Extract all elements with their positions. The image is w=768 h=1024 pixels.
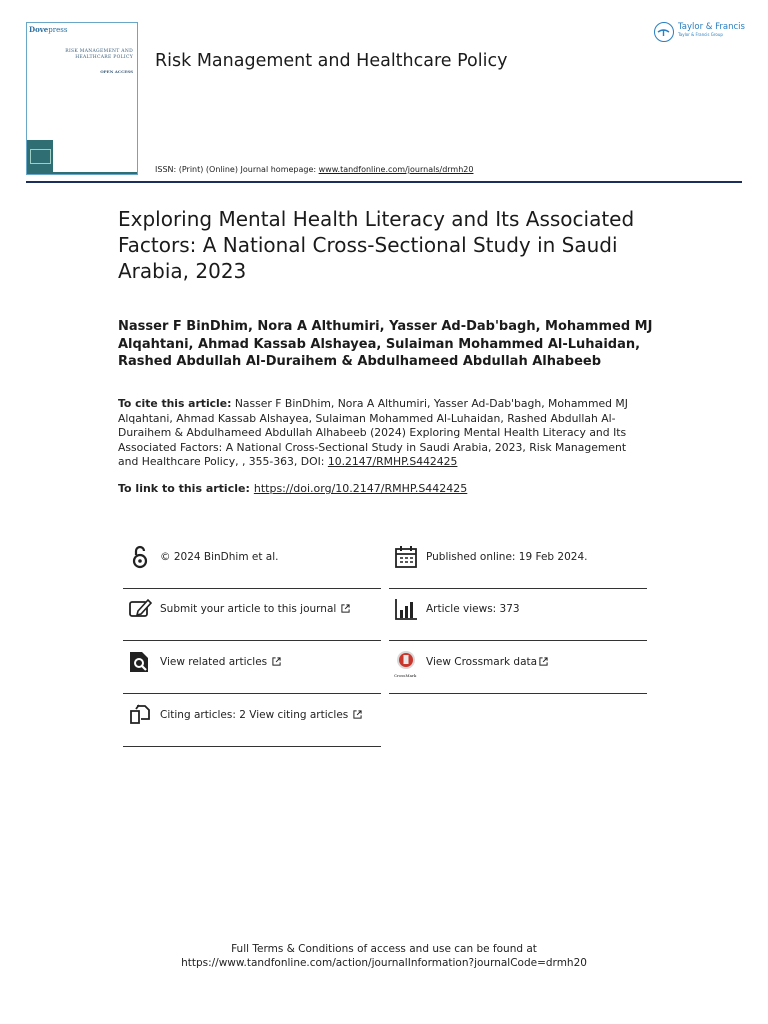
- footer-terms: Full Terms & Conditions of access and use can be found at: [231, 943, 537, 955]
- cover-bar: [53, 172, 137, 174]
- cover-journal-title: RISK MANAGEMENT AND HEALTHCARE POLICY: [65, 49, 133, 60]
- footer: [0, 942, 768, 970]
- publisher-logo: [654, 22, 745, 42]
- taylor-francis-icon: [654, 22, 674, 42]
- related-link[interactable]: View related articles: [160, 656, 281, 668]
- search-document-icon: [128, 650, 152, 674]
- related-item[interactable]: [123, 642, 381, 694]
- cite-text: Nasser F BinDhim, Nora A Althumiri, Yasser Ad-Dab'bagh, Mohammed MJ Alqahtani, Ahmad Kassab Alshayea, Sulaiman Mohammed Al-Luhaidan, Rashed Abdullah Al-Duraihem & Abdulhameed Abdullah Alhabeeb (2024) Exploring Mental Health Literacy and Its Associated Factors: A National Cross-Sectional Study in Saudi Arabia, 2023, Risk Management and Healthcare Policy, , 355-363, DOI:: [118, 397, 628, 469]
- external-link-icon: [353, 710, 362, 719]
- views-text: Article views: 373: [426, 603, 520, 615]
- external-link-icon: [539, 657, 548, 666]
- citing-articles-icon: [128, 703, 152, 727]
- citing-item[interactable]: [123, 695, 381, 747]
- bar-chart-icon: [394, 597, 418, 621]
- crossmark-link[interactable]: View Crossmark data: [426, 656, 548, 668]
- crossmark-caption: CrossMark: [394, 673, 417, 678]
- journal-title: Risk Management and Healthcare Policy: [155, 51, 508, 71]
- citing-link[interactable]: Citing articles: 2 View citing articles: [160, 709, 362, 721]
- views-item: [389, 589, 647, 641]
- external-link-icon: [272, 657, 281, 666]
- publisher-name: Taylor & Francis: [678, 22, 745, 32]
- footer-url[interactable]: https://www.tandfonline.com/action/journalInformation?journalCode=drmh20: [181, 957, 587, 969]
- citation: [118, 397, 648, 470]
- article-link: [118, 482, 467, 495]
- article-title: Exploring Mental Health Literacy and Its Associated Factors: A National Cross-Sectional Study in Saudi Arabia, 2023: [118, 207, 635, 283]
- published-text: Published online: 19 Feb 2024.: [426, 551, 588, 563]
- submit-item[interactable]: [123, 589, 381, 641]
- journal-cover-thumbnail: [26, 22, 138, 175]
- edit-icon: [128, 597, 152, 621]
- calendar-icon: [394, 545, 418, 569]
- published-item: [389, 537, 647, 589]
- copyright-item: [123, 537, 381, 589]
- link-label: To link to this article:: [118, 482, 250, 495]
- header-rule: [26, 181, 742, 183]
- issn-line: ISSN: (Print) (Online) Journal homepage: www.tandfonline.com/journals/drmh20: [155, 165, 474, 174]
- article-authors: Nasser F BinDhim, Nora A Althumiri, Yasser Ad-Dab'bagh, Mohammed MJ Alqahtani, Ahmad Kassab Alshayea, Sulaiman Mohammed Al-Luhaidan, Rashed Abdullah Al-Duraihem & Abdulhameed Abdullah Alhabeeb: [118, 319, 653, 369]
- cover-image-block: [27, 140, 53, 174]
- cover-open-access: OPEN ACCESS: [100, 69, 133, 74]
- external-link-icon: [341, 604, 350, 613]
- publisher-group: Taylor & Francis Group: [678, 32, 723, 37]
- cite-label: To cite this article:: [118, 397, 232, 410]
- crossmark-item[interactable]: [389, 642, 647, 694]
- cite-doi-link[interactable]: 10.2147/RMHP.S442425: [327, 455, 458, 469]
- open-access-icon: [128, 545, 152, 569]
- doi-link[interactable]: https://doi.org/10.2147/RMHP.S442425: [253, 482, 468, 495]
- journal-homepage-link[interactable]: www.tandfonline.com/journals/drmh20: [318, 165, 474, 174]
- submit-link[interactable]: Submit your article to this journal: [160, 603, 350, 615]
- copyright-text: © 2024 BinDhim et al.: [160, 551, 279, 563]
- crossmark-icon: [394, 650, 418, 674]
- cover-publisher: Dovepress: [29, 25, 68, 34]
